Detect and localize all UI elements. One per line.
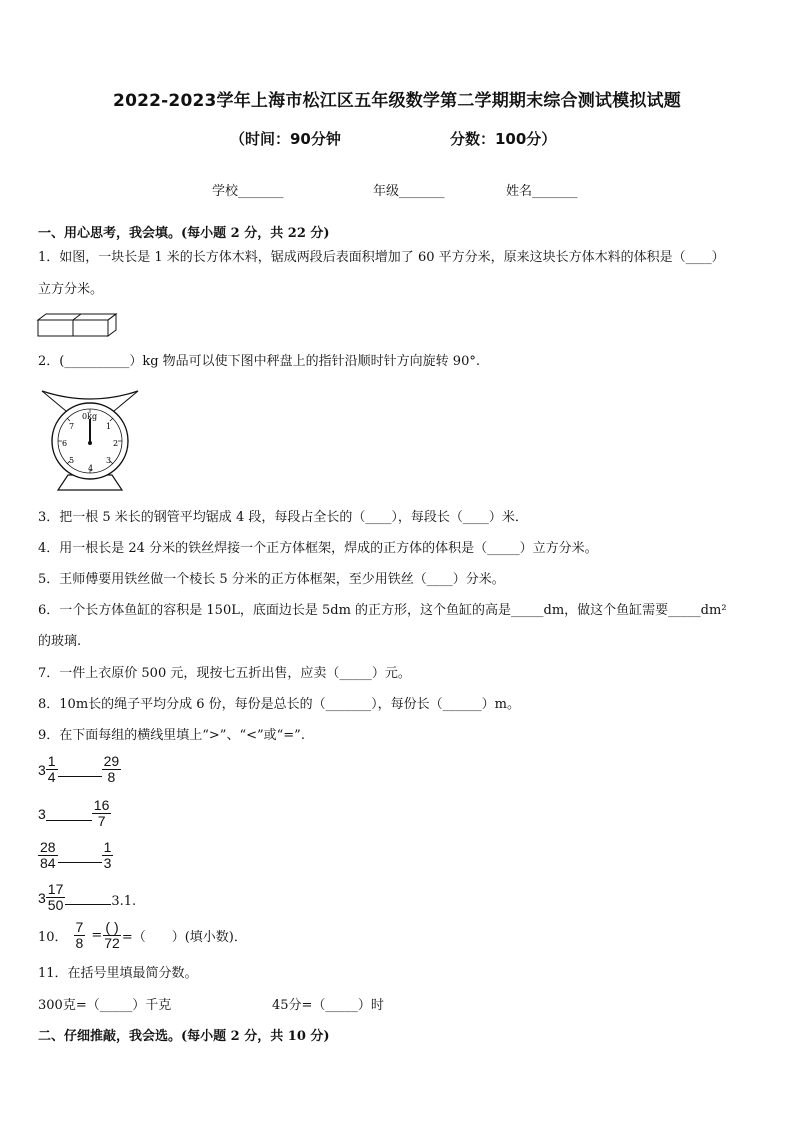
name-field: 姓名_______ [506,184,578,199]
question-2: 2．(__________）kg 物品可以使下图中秤盘上的指针沿顺时针方向旋转 90°. [38,354,480,369]
total-score: 分数：100分） [450,130,557,148]
question-10: 10． $\frac{7}{8}$ = $\frac{( )}{72}$ =（ ）(填小数)． [38,919,247,951]
question-7: 7．一件上衣原价 500 元，现按七五折出售，应卖（_____）元。 [38,666,411,681]
answer-blank [58,862,102,863]
question-11: 11．在括号里填最简分数。 [38,966,198,981]
answer-blank [58,776,102,777]
question-4: 4．用一根长是 24 分米的铁丝焊接一个正方体框架，焊成的正方体的体积是（_____）立方分米。 [38,541,598,556]
fraction: $\frac{7}{8}$ [75,919,84,951]
question-8: 8．10m长的绳子平均分成 6 份，每份是总长的（_______），每份长（______）m。 [38,697,521,712]
scale-number-6: 6 [62,439,68,448]
question-11-a: 300克=（_____）千克 [38,998,172,1013]
compare-item-1: 3 $\frac{1}{4}$ $\frac{29}{8}$ [38,753,120,785]
scale-number-4: 4 [88,464,94,473]
grade-field: 年级_______ [373,184,445,199]
scale-zero-label: 0kg [82,412,98,421]
scale-number-2: 2 [113,439,119,448]
school-field: 学校_______ [212,184,284,199]
question-1-line1: 1．如图，一块长是 1 米的长方体木料，锯成两段后表面积增加了 60 平方分米，原来这块长方体木料的体积是（____） [38,250,725,265]
fraction: $\frac{1}{4}$ [47,753,56,785]
fraction: $\frac{1}{3}$ [103,839,112,871]
compare-item-2: 3 $\frac{16}{7}$ [38,797,110,829]
question-6-line2: 的玻璃. [38,634,82,649]
section1-heading: 一、用心思考，我会填。(每小题 2 分，共 22 分) [38,226,330,241]
compare-item-4: 3 $\frac{17}{50}$ 3.1. [38,881,137,913]
question-1-line2: 立方分米。 [38,282,104,297]
fraction: $\frac{16}{7}$ [93,797,110,829]
scale-number-1: 1 [106,422,112,431]
fraction: $\frac{29}{8}$ [103,753,120,785]
question-6-line1: 6．一个长方体鱼缸的容积是 150L，底面边长是 5dm 的正方形，这个鱼缸的高是_____dm，做这个鱼缸需要_____dm² [38,603,727,618]
answer-blank [46,820,92,821]
question-5: 5．王师傅要用铁丝做一个棱长 5 分米的正方体框架，至少用铁丝（____）分米。 [38,572,505,587]
question-11-b: 45分=（_____）时 [272,998,384,1013]
section2-heading: 二、仔细推敲，我会选。(每小题 2 分，共 10 分) [38,1029,330,1044]
fraction: $\frac{17}{50}$ [47,881,64,913]
exam-title: 2022-2023学年上海市松江区五年级数学第二学期期末综合测试模拟试题 [113,91,681,111]
time-limit: （时间：90分钟 [230,130,341,148]
question-3: 3．把一根 5 米长的钢管平均锯成 4 段，每段占全长的（____），每段长（____）米． [38,510,528,525]
scale-number-5: 5 [69,456,75,465]
scale-number-7: 7 [69,422,75,431]
wood-block-figure [36,312,120,338]
question-9: 9．在下面每组的横线里填上“>”、“<”或“=”. [38,728,305,743]
scale-figure [38,385,142,493]
fraction: $\frac{( )}{72}$ [104,919,120,951]
compare-item-3 [38,840,113,871]
fraction: $\frac{28}{84}$ [40,839,56,871]
answer-blank [65,904,111,905]
scale-number-3: 3 [106,456,112,465]
